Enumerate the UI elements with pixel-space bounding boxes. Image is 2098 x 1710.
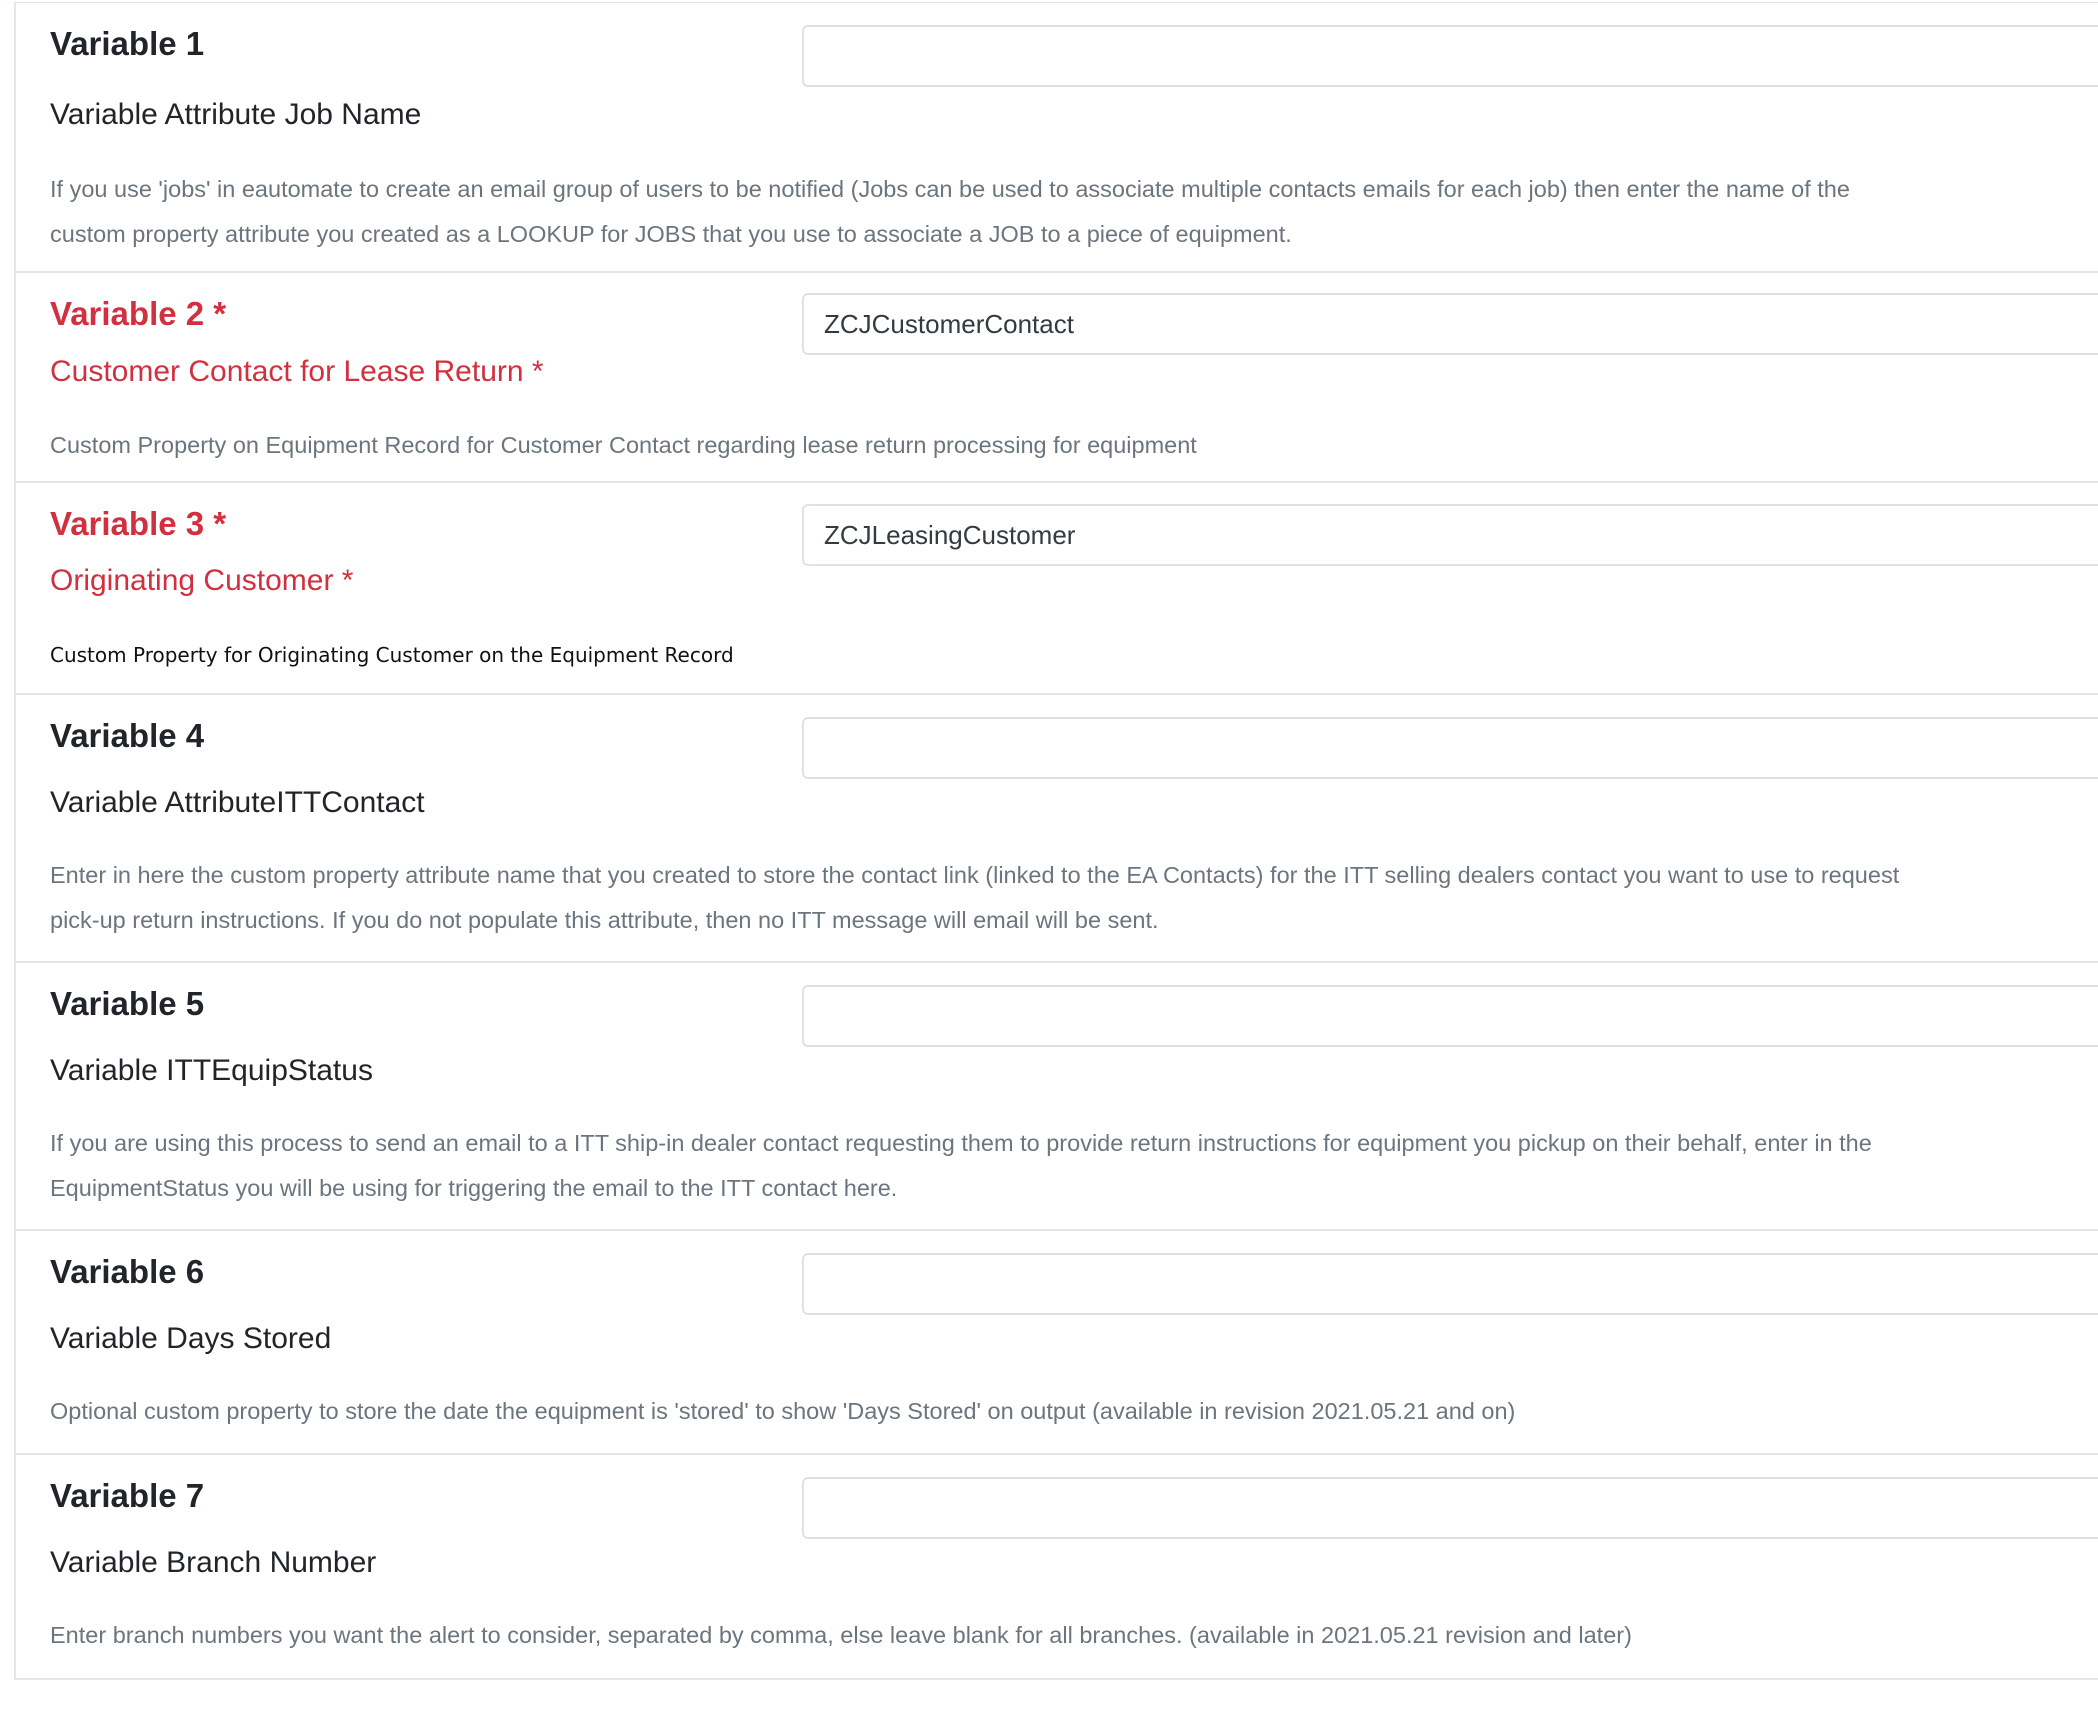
variable-title: Variable 2 *: [50, 295, 227, 332]
variable-label: Variable Branch Number: [50, 1546, 377, 1579]
variable-row-6: [16, 1231, 2098, 1455]
variable-description: Enter branch numbers you want the alert to consider, separated by comma, else leave blank for all branches. (available in 2021.05.21 revision and later): [50, 1622, 1632, 1648]
variable-description: Enter in here the custom property attribute name that you created to store the contact link (linked to the EA Contacts) for the ITT selling dealers contact you want to use to request pick-up return instructions. If you do not populate this attribute, then no ITT message will email will be sent.: [50, 862, 1900, 933]
variable-row-2: [16, 273, 2098, 483]
variable-description: Optional custom property to store the date the equipment is 'stored' to show 'Days Stored' on output (available in revision 2021.05.21 and on): [50, 1398, 1516, 1424]
variable-title: Variable 5: [50, 985, 205, 1022]
variable-title: Variable 4: [50, 717, 205, 754]
variable-title: Variable 1: [50, 25, 205, 62]
variable-6-input[interactable]: [802, 1253, 2098, 1315]
variables-panel: [14, 2, 2098, 1680]
variable-label: Variable AttributeITTContact: [50, 786, 425, 819]
variable-row-7: [16, 1455, 2098, 1679]
variable-label: Originating Customer *: [50, 564, 354, 597]
variable-description: Custom Property for Originating Customer on the Equipment Record: [50, 643, 734, 667]
variable-5-input[interactable]: [802, 985, 2098, 1047]
variable-title: Variable 6: [50, 1253, 205, 1290]
variable-label: Variable Attribute Job Name: [50, 98, 422, 131]
variable-3-input[interactable]: [802, 504, 2098, 566]
variable-row-3: [16, 483, 2098, 695]
variable-4-input[interactable]: [802, 717, 2098, 779]
variable-2-input[interactable]: [802, 293, 2098, 355]
variable-title: Variable 7: [50, 1477, 205, 1514]
variable-title: Variable 3 *: [50, 505, 227, 542]
variable-row-1: [16, 3, 2098, 273]
variable-description: If you are using this process to send an email to a ITT ship-in dealer contact requesting them to provide return instructions for equipment you pickup on their behalf, enter in the EquipmentStatus you will be using for triggering the email to the ITT contact here.: [50, 1130, 1872, 1201]
variable-row-4: [16, 695, 2098, 963]
variable-label: Variable ITTEquipStatus: [50, 1054, 373, 1087]
variable-1-input[interactable]: [802, 25, 2098, 87]
variable-label: Customer Contact for Lease Return *: [50, 355, 544, 388]
variable-description: Custom Property on Equipment Record for Customer Contact regarding lease return processing for equipment: [50, 432, 1197, 458]
variable-description: If you use 'jobs' in eautomate to create an email group of users to be notified (Jobs can be used to associate multiple contacts emails for each job) then enter the name of the custom property attribute you created as a LOOKUP for JOBS that you use to associate a JOB to a piece of equipment.: [50, 176, 1850, 247]
variable-label: Variable Days Stored: [50, 1322, 332, 1355]
variable-row-5: [16, 963, 2098, 1231]
variable-7-input[interactable]: [802, 1477, 2098, 1539]
